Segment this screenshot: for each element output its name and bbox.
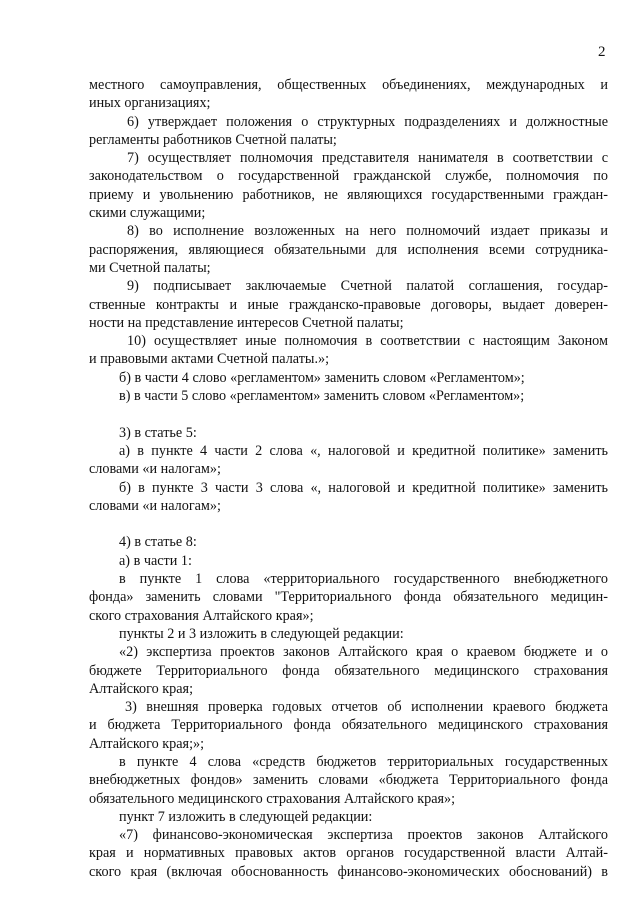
text-line: 10) осуществляет иные полномочия в соответствии с настоящим Законом	[127, 333, 608, 350]
text-line: 6) утверждает положения о структурных подразделениях и должностные	[127, 113, 608, 130]
text-line: фонда» заменить словами "Территориального фонда обязательного медицин-	[89, 589, 608, 606]
document-body	[89, 76, 608, 881]
text-line: скими служащими;	[89, 205, 206, 222]
text-line: законодательством о государственной гражданской службе, полномочия по	[89, 168, 608, 185]
text-line: местного самоуправления, общественных объединениях, международных и	[89, 77, 608, 93]
text-line: Алтайского края;»;	[89, 735, 205, 752]
text-line: 3) в статье 5:	[119, 424, 197, 441]
page-number: 2	[598, 44, 606, 60]
text-line: Алтайского края;	[89, 680, 194, 697]
text-line: и правовыми актами Счетной палаты.»;	[89, 351, 330, 368]
paragraph-gap	[89, 515, 608, 533]
text-line: ми Счетной палаты;	[89, 259, 211, 276]
text-line: 7) осуществляет полномочия представителя нанимателя в соответствии с	[127, 150, 608, 167]
text-line: словами «и налогам»;	[89, 461, 221, 478]
text-line: б) в части 4 слово «регламентом» заменить словом «Регламентом»;	[119, 369, 525, 386]
text-line: «7) финансово-экономическая экспертиза проектов законов Алтайского	[119, 827, 608, 844]
text-line: а) в пункте 4 части 2 слова «, налоговой и кредитной политике» заменить	[119, 442, 608, 459]
text-line: внебюджетных фондов» заменить словами «бюджета Территориального фонда	[89, 772, 608, 789]
text-line: 9) подписывает заключаемые Счетной палатой соглашения, государ-	[127, 278, 608, 295]
text-line: 3) внешняя проверка годовых отчетов об исполнении краевого бюджета	[125, 699, 608, 716]
text-line: ственные контракты и иные гражданско-правовые договоры, выдает доверен-	[89, 296, 608, 313]
text-line: бюджете Территориального фонда обязательного медицинского страхования	[89, 662, 608, 679]
text-line: 8) во исполнение возложенных на него полномочий издает приказы и	[127, 223, 608, 240]
text-line: края и нормативных правовых актов органов государственной власти Алтай-	[89, 845, 608, 862]
text-line: и бюджета Территориального фонда обязательного медицинского страхования	[89, 717, 608, 734]
text-line: ности на представление интересов Счетной палаты;	[89, 314, 404, 331]
text-line: регламенты работников Счетной палаты;	[89, 131, 337, 148]
text-line: словами «и налогам»;	[89, 497, 221, 514]
text-line: а) в части 1:	[119, 552, 192, 569]
text-line: пункт 7 изложить в следующей редакции:	[119, 808, 373, 825]
text-line: ского страхования Алтайского края»;	[89, 607, 314, 624]
text-line: б) в пункте 3 части 3 слова «, налоговой и кредитной политике» заменить	[119, 479, 608, 496]
paragraph-gap	[89, 405, 608, 423]
text-line: в пункте 4 слова «средств бюджетов территориальных государственных	[119, 753, 608, 770]
text-line: обязательного медицинского страхования Алтайского края»;	[89, 790, 456, 807]
text-line: пункты 2 и 3 изложить в следующей редакции:	[119, 625, 404, 642]
text-line: ского края (включая обоснованность финансово-экономических обоснований) в	[89, 863, 608, 880]
text-line: в) в части 5 слово «регламентом» заменить словом «Регламентом»;	[119, 388, 525, 405]
text-line: 4) в статье 8:	[119, 534, 197, 551]
text-line: в пункте 1 слова «территориального государственного внебюджетного	[119, 571, 608, 588]
text-line: распоряжения, являющиеся обязательными для исполнения всеми сотрудника-	[89, 241, 608, 258]
text-line: иных организациях;	[89, 95, 211, 112]
text-line: приему и увольнению работников, не являющихся государственными граждан-	[89, 186, 608, 203]
text-line: «2) экспертиза проектов законов Алтайского края о краевом бюджете и о	[119, 644, 608, 661]
